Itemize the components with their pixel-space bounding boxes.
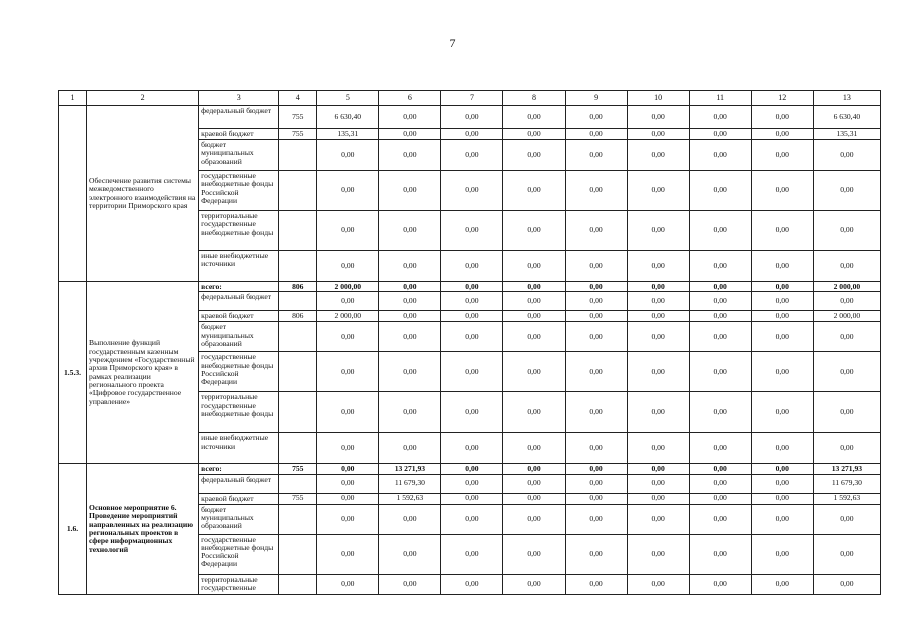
value-cell: 0,00 <box>627 493 689 504</box>
header-row <box>59 91 881 106</box>
value-cell: 0,00 <box>689 311 751 322</box>
value-cell: 0,00 <box>627 282 689 292</box>
value-cell: 0,00 <box>441 504 503 534</box>
value-cell: 0,00 <box>503 474 565 493</box>
value-cell: 0,00 <box>751 464 813 474</box>
value-cell: 0,00 <box>379 211 441 251</box>
value-cell: 0,00 <box>565 106 627 129</box>
value-cell: 0,00 <box>565 474 627 493</box>
value-cell: 0,00 <box>379 129 441 140</box>
value-cell: 0,00 <box>565 282 627 292</box>
value-cell: 0,00 <box>565 171 627 211</box>
value-cell: 0,00 <box>565 129 627 140</box>
value-cell: 0,00 <box>689 534 751 574</box>
budget-code <box>279 171 317 211</box>
value-cell: 0,00 <box>441 282 503 292</box>
value-cell: 0,00 <box>751 534 813 574</box>
table-row <box>59 282 881 292</box>
value-cell: 0,00 <box>317 464 379 474</box>
value-cell: 0,00 <box>317 504 379 534</box>
value-cell: 0,00 <box>565 392 627 433</box>
value-cell: 0,00 <box>627 129 689 140</box>
budget-code <box>279 534 317 574</box>
value-cell: 0,00 <box>565 211 627 251</box>
value-cell: 0,00 <box>751 352 813 392</box>
value-cell: 0,00 <box>317 433 379 464</box>
value-cell: 0,00 <box>627 474 689 493</box>
value-cell: 0,00 <box>503 574 565 594</box>
value-cell: 2 000,00 <box>317 311 379 322</box>
value-cell: 135,31 <box>317 129 379 140</box>
value-cell: 0,00 <box>379 504 441 534</box>
value-cell: 0,00 <box>317 474 379 493</box>
funding-source: государственные внебюджетные фонды Российской Федерации <box>199 352 279 392</box>
budget-code: 806 <box>279 282 317 292</box>
value-cell: 0,00 <box>689 504 751 534</box>
funding-source: государственные внебюджетные фонды Российской Федерации <box>199 171 279 211</box>
value-cell: 6 630,40 <box>813 106 880 129</box>
item-number: 1.6. <box>59 464 87 594</box>
budget-code <box>279 251 317 282</box>
value-cell: 0,00 <box>813 292 880 311</box>
value-cell: 0,00 <box>379 282 441 292</box>
value-cell: 0,00 <box>627 433 689 464</box>
value-cell: 0,00 <box>813 322 880 352</box>
value-cell: 0,00 <box>379 251 441 282</box>
value-cell: 0,00 <box>317 493 379 504</box>
value-cell: 0,00 <box>379 322 441 352</box>
table-row <box>59 106 881 129</box>
column-header-4: 4 <box>279 91 317 106</box>
value-cell: 0,00 <box>627 464 689 474</box>
value-cell: 0,00 <box>565 504 627 534</box>
value-cell: 0,00 <box>627 322 689 352</box>
value-cell: 0,00 <box>689 140 751 171</box>
budget-code <box>279 140 317 171</box>
value-cell: 1 592,63 <box>379 493 441 504</box>
value-cell: 0,00 <box>751 574 813 594</box>
value-cell: 1 592,63 <box>813 493 880 504</box>
value-cell: 135,31 <box>813 129 880 140</box>
funding-source: территориальные государственные <box>199 574 279 594</box>
budget-code: 755 <box>279 493 317 504</box>
value-cell: 0,00 <box>689 129 751 140</box>
value-cell: 0,00 <box>627 534 689 574</box>
value-cell: 0,00 <box>813 433 880 464</box>
funding-source: краевой бюджет <box>199 493 279 504</box>
funding-source: федеральный бюджет <box>199 292 279 311</box>
value-cell: 0,00 <box>441 311 503 322</box>
value-cell: 0,00 <box>317 292 379 311</box>
budget-code <box>279 433 317 464</box>
value-cell: 0,00 <box>317 352 379 392</box>
column-header-5: 5 <box>317 91 379 106</box>
value-cell: 0,00 <box>689 433 751 464</box>
value-cell: 0,00 <box>813 534 880 574</box>
value-cell: 0,00 <box>689 493 751 504</box>
budget-table <box>58 90 881 595</box>
budget-code: 755 <box>279 464 317 474</box>
value-cell: 0,00 <box>751 292 813 311</box>
value-cell: 0,00 <box>813 211 880 251</box>
column-header-7: 7 <box>441 91 503 106</box>
value-cell: 0,00 <box>317 322 379 352</box>
value-cell: 0,00 <box>689 171 751 211</box>
value-cell: 0,00 <box>565 534 627 574</box>
funding-source: всего: <box>199 282 279 292</box>
value-cell: 0,00 <box>627 504 689 534</box>
value-cell: 0,00 <box>751 311 813 322</box>
column-header-12: 12 <box>751 91 813 106</box>
value-cell: 0,00 <box>813 140 880 171</box>
funding-source: иные внебюджетные источники <box>199 251 279 282</box>
value-cell: 0,00 <box>751 282 813 292</box>
value-cell: 0,00 <box>379 352 441 392</box>
value-cell: 0,00 <box>689 392 751 433</box>
value-cell: 0,00 <box>379 140 441 171</box>
value-cell: 0,00 <box>813 392 880 433</box>
value-cell: 0,00 <box>441 322 503 352</box>
value-cell: 0,00 <box>751 433 813 464</box>
value-cell: 0,00 <box>689 292 751 311</box>
value-cell: 0,00 <box>751 474 813 493</box>
value-cell: 0,00 <box>441 493 503 504</box>
page-number: 7 <box>449 36 456 50</box>
value-cell: 0,00 <box>565 322 627 352</box>
value-cell: 0,00 <box>689 322 751 352</box>
value-cell: 0,00 <box>503 129 565 140</box>
value-cell: 0,00 <box>565 433 627 464</box>
funding-source: всего: <box>199 464 279 474</box>
value-cell: 6 630,40 <box>317 106 379 129</box>
value-cell: 0,00 <box>441 292 503 311</box>
value-cell: 0,00 <box>565 292 627 311</box>
value-cell: 0,00 <box>751 129 813 140</box>
value-cell: 0,00 <box>317 211 379 251</box>
value-cell: 0,00 <box>813 251 880 282</box>
value-cell: 11 679,30 <box>379 474 441 493</box>
budget-code <box>279 211 317 251</box>
value-cell: 0,00 <box>689 251 751 282</box>
value-cell: 0,00 <box>379 292 441 311</box>
item-number <box>59 106 87 282</box>
value-cell: 0,00 <box>565 311 627 322</box>
value-cell: 0,00 <box>751 106 813 129</box>
funding-source: территориальные государственные внебюджетные фонды <box>199 211 279 251</box>
column-header-3: 3 <box>199 91 279 106</box>
item-number: 1.5.3. <box>59 282 87 464</box>
value-cell: 0,00 <box>441 574 503 594</box>
value-cell: 0,00 <box>503 464 565 474</box>
value-cell: 0,00 <box>751 140 813 171</box>
budget-code: 806 <box>279 311 317 322</box>
value-cell: 0,00 <box>503 140 565 171</box>
value-cell: 0,00 <box>441 140 503 171</box>
value-cell: 0,00 <box>441 352 503 392</box>
value-cell: 0,00 <box>379 311 441 322</box>
table-body <box>59 91 881 595</box>
item-name: Основное мероприятие 6. Проведение мероприятий направленных на реализацию региональных проектов в сфере информационных технологий <box>87 464 199 594</box>
budget-code <box>279 322 317 352</box>
value-cell: 0,00 <box>317 534 379 574</box>
value-cell: 0,00 <box>751 171 813 211</box>
column-header-9: 9 <box>565 91 627 106</box>
value-cell: 0,00 <box>317 140 379 171</box>
funding-source: иные внебюджетные источники <box>199 433 279 464</box>
value-cell: 0,00 <box>627 106 689 129</box>
value-cell: 0,00 <box>503 493 565 504</box>
value-cell: 2 000,00 <box>317 282 379 292</box>
column-header-10: 10 <box>627 91 689 106</box>
value-cell: 0,00 <box>627 352 689 392</box>
value-cell: 0,00 <box>379 433 441 464</box>
value-cell: 11 679,30 <box>813 474 880 493</box>
value-cell: 0,00 <box>317 392 379 433</box>
value-cell: 0,00 <box>379 171 441 211</box>
funding-source: бюджет муниципальных образований <box>199 140 279 171</box>
value-cell: 0,00 <box>689 352 751 392</box>
item-name: Обеспечение развития системы межведомственного электронного взаимодействия на территории Приморского края <box>87 106 199 282</box>
value-cell: 2 000,00 <box>813 311 880 322</box>
column-header-6: 6 <box>379 91 441 106</box>
value-cell: 0,00 <box>689 464 751 474</box>
value-cell: 0,00 <box>317 574 379 594</box>
column-header-2: 2 <box>87 91 199 106</box>
value-cell: 0,00 <box>503 322 565 352</box>
value-cell: 0,00 <box>689 106 751 129</box>
value-cell: 0,00 <box>503 251 565 282</box>
column-header-1: 1 <box>59 91 87 106</box>
value-cell: 0,00 <box>751 251 813 282</box>
table-row <box>59 464 881 474</box>
value-cell: 0,00 <box>565 493 627 504</box>
value-cell: 0,00 <box>503 282 565 292</box>
value-cell: 13 271,93 <box>379 464 441 474</box>
value-cell: 0,00 <box>503 171 565 211</box>
value-cell: 0,00 <box>751 211 813 251</box>
value-cell: 0,00 <box>441 392 503 433</box>
value-cell: 0,00 <box>441 211 503 251</box>
value-cell: 0,00 <box>751 322 813 352</box>
value-cell: 0,00 <box>441 251 503 282</box>
value-cell: 0,00 <box>503 292 565 311</box>
value-cell: 0,00 <box>813 574 880 594</box>
value-cell: 0,00 <box>627 140 689 171</box>
value-cell: 0,00 <box>565 352 627 392</box>
value-cell: 0,00 <box>379 106 441 129</box>
value-cell: 0,00 <box>627 311 689 322</box>
value-cell: 0,00 <box>441 534 503 574</box>
item-name: Выполнение функций государственным казенным учреждением «Государственный архив Приморского края» в рамках реализации регионального проекта «Цифровое государственное управление» <box>87 282 199 464</box>
value-cell: 0,00 <box>503 106 565 129</box>
value-cell: 0,00 <box>813 352 880 392</box>
value-cell: 0,00 <box>317 251 379 282</box>
value-cell: 0,00 <box>565 140 627 171</box>
value-cell: 0,00 <box>627 292 689 311</box>
value-cell: 0,00 <box>689 474 751 493</box>
budget-code <box>279 352 317 392</box>
value-cell: 0,00 <box>379 574 441 594</box>
funding-source: государственные внебюджетные фонды Российской Федерации <box>199 534 279 574</box>
value-cell: 0,00 <box>503 433 565 464</box>
value-cell: 0,00 <box>627 211 689 251</box>
column-header-11: 11 <box>689 91 751 106</box>
value-cell: 0,00 <box>503 211 565 251</box>
funding-source: территориальные государственные внебюджетные фонды <box>199 392 279 433</box>
value-cell: 0,00 <box>503 534 565 574</box>
value-cell: 0,00 <box>627 251 689 282</box>
funding-source: краевой бюджет <box>199 129 279 140</box>
value-cell: 0,00 <box>441 474 503 493</box>
value-cell: 0,00 <box>565 464 627 474</box>
funding-source: федеральный бюджет <box>199 474 279 493</box>
value-cell: 0,00 <box>565 251 627 282</box>
budget-code <box>279 292 317 311</box>
funding-source: бюджет муниципальных образований <box>199 322 279 352</box>
funding-source: краевой бюджет <box>199 311 279 322</box>
value-cell: 0,00 <box>627 392 689 433</box>
budget-code <box>279 574 317 594</box>
value-cell: 0,00 <box>813 504 880 534</box>
value-cell: 0,00 <box>813 171 880 211</box>
budget-code <box>279 474 317 493</box>
value-cell: 0,00 <box>379 392 441 433</box>
value-cell: 0,00 <box>751 493 813 504</box>
column-header-13: 13 <box>813 91 880 106</box>
value-cell: 0,00 <box>503 352 565 392</box>
budget-code <box>279 392 317 433</box>
value-cell: 0,00 <box>441 106 503 129</box>
value-cell: 2 000,00 <box>813 282 880 292</box>
value-cell: 0,00 <box>627 171 689 211</box>
funding-source: федеральный бюджет <box>199 106 279 129</box>
value-cell: 0,00 <box>565 574 627 594</box>
value-cell: 0,00 <box>627 574 689 594</box>
value-cell: 13 271,93 <box>813 464 880 474</box>
value-cell: 0,00 <box>441 129 503 140</box>
funding-source: бюджет муниципальных образований <box>199 504 279 534</box>
budget-code: 755 <box>279 106 317 129</box>
value-cell: 0,00 <box>379 534 441 574</box>
column-header-8: 8 <box>503 91 565 106</box>
value-cell: 0,00 <box>689 574 751 594</box>
value-cell: 0,00 <box>441 433 503 464</box>
value-cell: 0,00 <box>751 392 813 433</box>
budget-code: 755 <box>279 129 317 140</box>
value-cell: 0,00 <box>689 282 751 292</box>
value-cell: 0,00 <box>317 171 379 211</box>
value-cell: 0,00 <box>441 171 503 211</box>
value-cell: 0,00 <box>441 464 503 474</box>
value-cell: 0,00 <box>503 392 565 433</box>
value-cell: 0,00 <box>751 504 813 534</box>
value-cell: 0,00 <box>503 504 565 534</box>
value-cell: 0,00 <box>689 211 751 251</box>
budget-code <box>279 504 317 534</box>
value-cell: 0,00 <box>503 311 565 322</box>
